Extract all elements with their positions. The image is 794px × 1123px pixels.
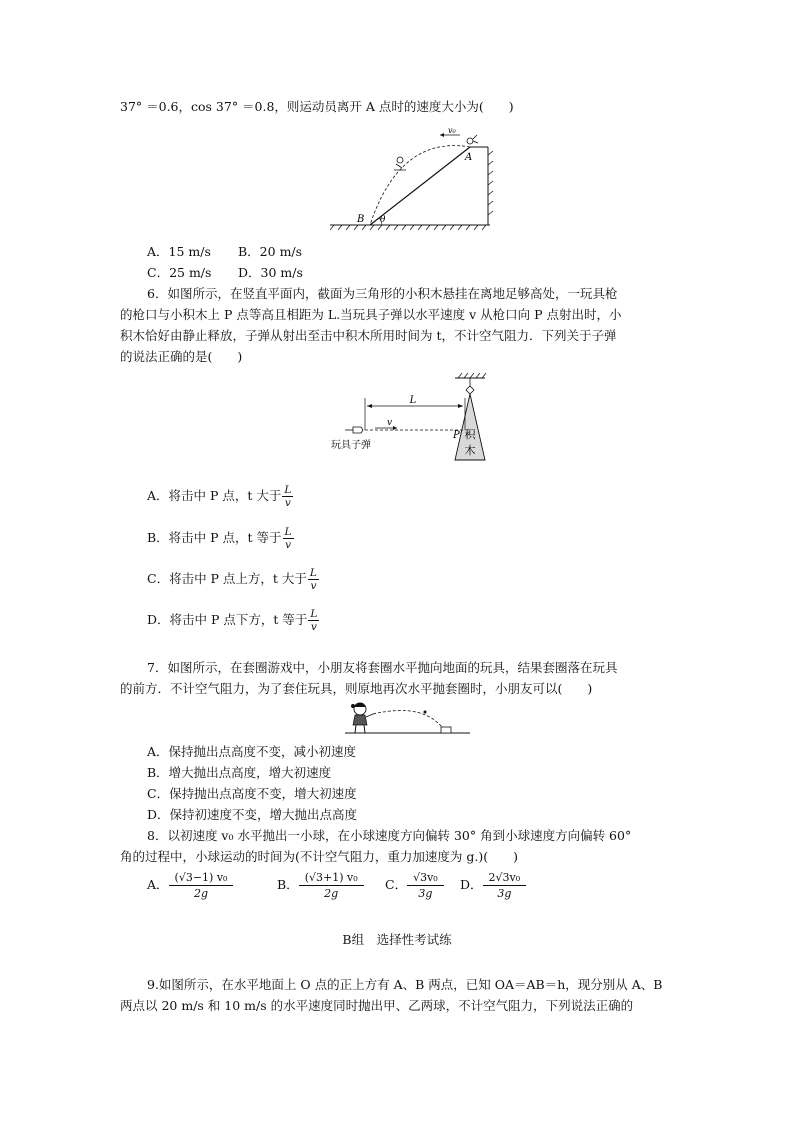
q7-stem-line1: 7．如图所示，在套圈游戏中，小朋友将套圈水平抛向地面的玩具，结果套圈落在玩具 bbox=[147, 660, 618, 675]
q6-block-char2: 木 bbox=[464, 444, 476, 457]
q5-point-b: B bbox=[357, 214, 365, 225]
q5-option-c: C．25 m/s bbox=[147, 265, 212, 280]
q8-option-a bbox=[147, 870, 233, 901]
q6-stem-line1: 6．如图所示，在竖直平面内，截面为三角形的小积木悬挂在离地足够高处，一玩具枪 bbox=[147, 286, 618, 301]
fraction-numerator: (√3−1) v₀ bbox=[169, 870, 234, 886]
fraction-numerator: L bbox=[309, 567, 317, 579]
q7-option-d: D．保持初速度不变，增大抛出点高度 bbox=[147, 807, 358, 822]
q6-option-c-text: C．将击中 P 点上方，t 大于 bbox=[147, 571, 307, 586]
q5-figure bbox=[330, 125, 500, 233]
q6-P-label: P bbox=[453, 430, 460, 441]
fraction-denominator: v bbox=[284, 497, 291, 509]
q6-option-c-fraction bbox=[308, 567, 319, 592]
fraction-numerator: √3v₀ bbox=[407, 870, 444, 886]
q7-stem-line2: 的前方．不计空气阻力，为了套住玩具，则原地再次水平抛套圈时，小朋友可以( ) bbox=[120, 681, 593, 696]
q8-option-b bbox=[277, 870, 364, 901]
fraction-numerator: L bbox=[310, 608, 318, 620]
q6-bullet-label: 玩具子弹 bbox=[331, 440, 371, 451]
fraction-numerator: L bbox=[284, 526, 292, 538]
fraction-denominator: 2g bbox=[193, 887, 209, 900]
q5-stem: 37° ＝0.6，cos 37° ＝0.8，则运动员离开 A 点时的速度大小为( ) bbox=[120, 99, 514, 114]
q8-option-d-label: D． bbox=[460, 877, 483, 892]
q8-option-c-label: C． bbox=[385, 877, 408, 892]
q7-option-c: C．保持抛出点高度不变，增大初速度 bbox=[147, 786, 357, 801]
q7-option-a: A．保持抛出点高度不变，减小初速度 bbox=[147, 744, 357, 759]
q6-L-label: L bbox=[409, 395, 417, 406]
q8-option-a-label: A． bbox=[147, 877, 169, 892]
q6-option-a-fraction bbox=[282, 484, 293, 509]
q6-stem-line3: 积木恰好由静止释放，子弹从射出至击中积木所用时间为 t，不计空气阻力．下列关于子弹 bbox=[120, 328, 617, 343]
q8-option-d-fraction bbox=[483, 870, 527, 901]
fraction-numerator: L bbox=[284, 484, 292, 496]
q5-point-a: A bbox=[465, 152, 473, 163]
q7-figure bbox=[345, 700, 475, 738]
fraction-denominator: v bbox=[310, 621, 317, 633]
fraction-denominator: v bbox=[285, 539, 291, 551]
q9-stem-line1: 9.如图所示，在水平地面上 O 点的正上方有 A、B 两点，已知 OA＝AB＝h，现分别从 A、B bbox=[147, 977, 663, 992]
fraction-denominator: 3g bbox=[497, 887, 512, 900]
q6-option-d bbox=[147, 608, 319, 633]
q6-v-label: v bbox=[387, 418, 393, 428]
q6-option-a bbox=[147, 484, 293, 509]
q6-option-c bbox=[147, 567, 319, 592]
q6-option-a-text: A．将击中 P 点，t 大于 bbox=[147, 488, 282, 503]
q6-stem-line4: 的说法正确的是( ) bbox=[120, 349, 243, 364]
section-b-heading: B组 选择性考试练 bbox=[342, 932, 452, 947]
fraction-numerator: 2√3v₀ bbox=[483, 870, 527, 886]
q7-option-b: B．增大抛出点高度，增大初速度 bbox=[147, 765, 332, 780]
q6-stem-line2: 的枪口与小积木上 P 点等高且相距为 L.当玩具子弹以水平速度 v 从枪口向 P 点射出时，小 bbox=[120, 307, 622, 322]
q8-option-a-fraction bbox=[169, 870, 234, 901]
q6-option-b-fraction bbox=[283, 526, 294, 551]
q6-block-char1: 积 bbox=[464, 428, 476, 441]
q5-option-a: A．15 m/s bbox=[147, 244, 211, 259]
q5-theta: θ bbox=[380, 215, 386, 225]
q6-option-b-text: B．将击中 P 点，t 等于 bbox=[147, 530, 282, 545]
q6-option-b bbox=[147, 526, 294, 551]
q6-option-d-fraction bbox=[308, 608, 319, 633]
fraction-denominator: 2g bbox=[324, 887, 339, 900]
q5-option-b: B．20 m/s bbox=[238, 244, 303, 259]
q8-stem-line1: 8．以初速度 v₀ 水平抛出一小球，在小球速度方向偏转 30° 角到小球速度方向偏转 60° bbox=[147, 828, 632, 843]
q8-option-c-fraction bbox=[407, 870, 444, 901]
q8-option-d bbox=[460, 870, 526, 901]
fraction-numerator: (√3+1) v₀ bbox=[299, 870, 364, 886]
q9-stem-line2: 两点以 20 m/s 和 10 m/s 的水平速度同时抛出甲、乙两球，不计空气阻力，下列说法正确的 bbox=[120, 998, 634, 1013]
fraction-denominator: 3g bbox=[418, 887, 433, 900]
q5-option-d: D．30 m/s bbox=[238, 265, 303, 280]
q8-option-b-fraction bbox=[299, 870, 364, 901]
q8-option-c bbox=[385, 870, 444, 901]
q8-stem-line2: 角的过程中，小球运动的时间为(不计空气阻力，重力加速度为 g.)( ) bbox=[120, 849, 518, 864]
q6-option-d-text: D．将击中 P 点下方，t 等于 bbox=[147, 612, 308, 627]
q6-figure bbox=[325, 372, 495, 464]
fraction-denominator: v bbox=[310, 580, 317, 592]
q5-v0-label: v₀ bbox=[448, 126, 456, 135]
q8-option-b-label: B． bbox=[277, 877, 299, 892]
